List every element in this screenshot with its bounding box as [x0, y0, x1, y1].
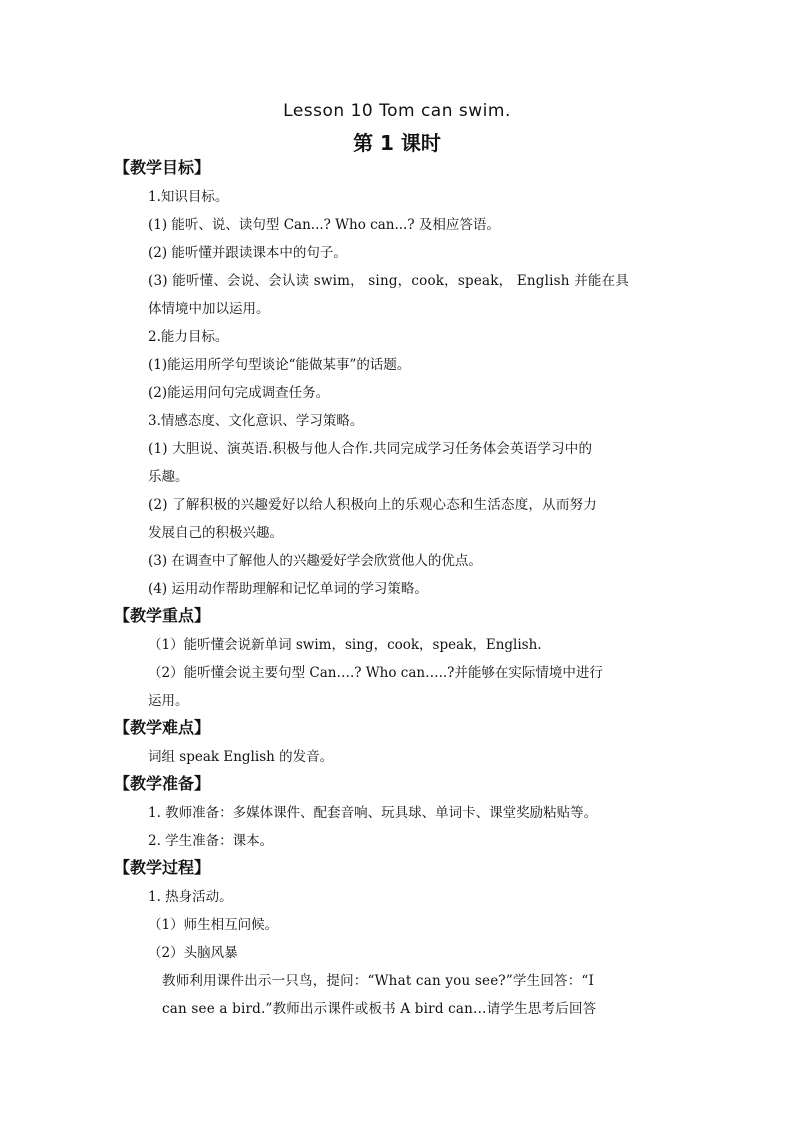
preparation-line: 1. 教师准备：多媒体课件、配套音响、玩具球、单词卡、课堂奖励粘贴等。 [148, 805, 598, 821]
goals-line: (2) 能听懂并跟读课本中的句子。 [148, 245, 347, 261]
preparation-line: 2. 学生准备：课本。 [148, 833, 274, 849]
goals-heading: 【教学目标】 [114, 158, 211, 177]
preparation-heading: 【教学准备】 [114, 774, 211, 793]
lesson-period: 第 1 课时 [353, 131, 441, 155]
key-points-line: （2）能听懂会说主要句型 Can….? Who can…..?并能够在实际情境中进行 [148, 665, 603, 681]
goals-line: 1.知识目标。 [148, 189, 229, 205]
lesson-title: Lesson 10 Tom can swim. [283, 101, 511, 121]
goals-line: 2.能力目标。 [148, 329, 229, 345]
goals-line: (2) 了解积极的兴趣爱好以给人积极向上的乐观心态和生活态度，从而努力 [148, 497, 597, 513]
goals-line: (3) 在调查中了解他人的兴趣爱好学会欣赏他人的优点。 [148, 553, 482, 569]
process-heading: 【教学过程】 [114, 858, 211, 877]
goals-line: (1) 能听、说、读句型 Can...? Who can...? 及相应答语。 [148, 217, 500, 233]
key-points-heading: 【教学重点】 [114, 606, 211, 625]
goals-line: 体情境中加以运用。 [148, 301, 270, 317]
key-points-line: （1）能听懂会说新单词 swim，sing，cook，speak，English. [148, 637, 542, 653]
difficulties-line: 词组 speak English 的发音。 [148, 749, 334, 765]
process-line: （1）师生相互问候。 [148, 917, 279, 933]
process-line: 教师利用课件出示一只鸟，提问：“What can you see?”学生回答：“I [162, 973, 595, 989]
difficulties-heading: 【教学难点】 [114, 718, 211, 737]
goals-line: (3) 能听懂、会说、会认读 swim， sing，cook，speak， English 并能在具 [148, 273, 629, 289]
goals-line: 3.情感态度、文化意识、学习策略。 [148, 413, 364, 429]
goals-line: (4) 运用动作帮助理解和记忆单词的学习策略。 [148, 581, 428, 597]
key-points-line: 运用。 [148, 693, 189, 709]
process-line: （2）头脑风暴 [148, 945, 238, 961]
goals-line: (2)能运用问句完成调查任务。 [148, 385, 330, 401]
goals-line: 发展自己的积极兴趣。 [148, 525, 283, 541]
process-line: 1. 热身活动。 [148, 889, 233, 905]
goals-line: (1) 大胆说、演英语.积极与他人合作.共同完成学习任务体会英语学习中的 [148, 441, 593, 457]
goals-line: 乐趣。 [148, 469, 189, 485]
goals-line: (1)能运用所学句型谈论“能做某事”的话题。 [148, 357, 411, 373]
process-line: can see a bird.”教师出示课件或板书 A bird can…请学生思考后回答 [162, 1001, 597, 1017]
